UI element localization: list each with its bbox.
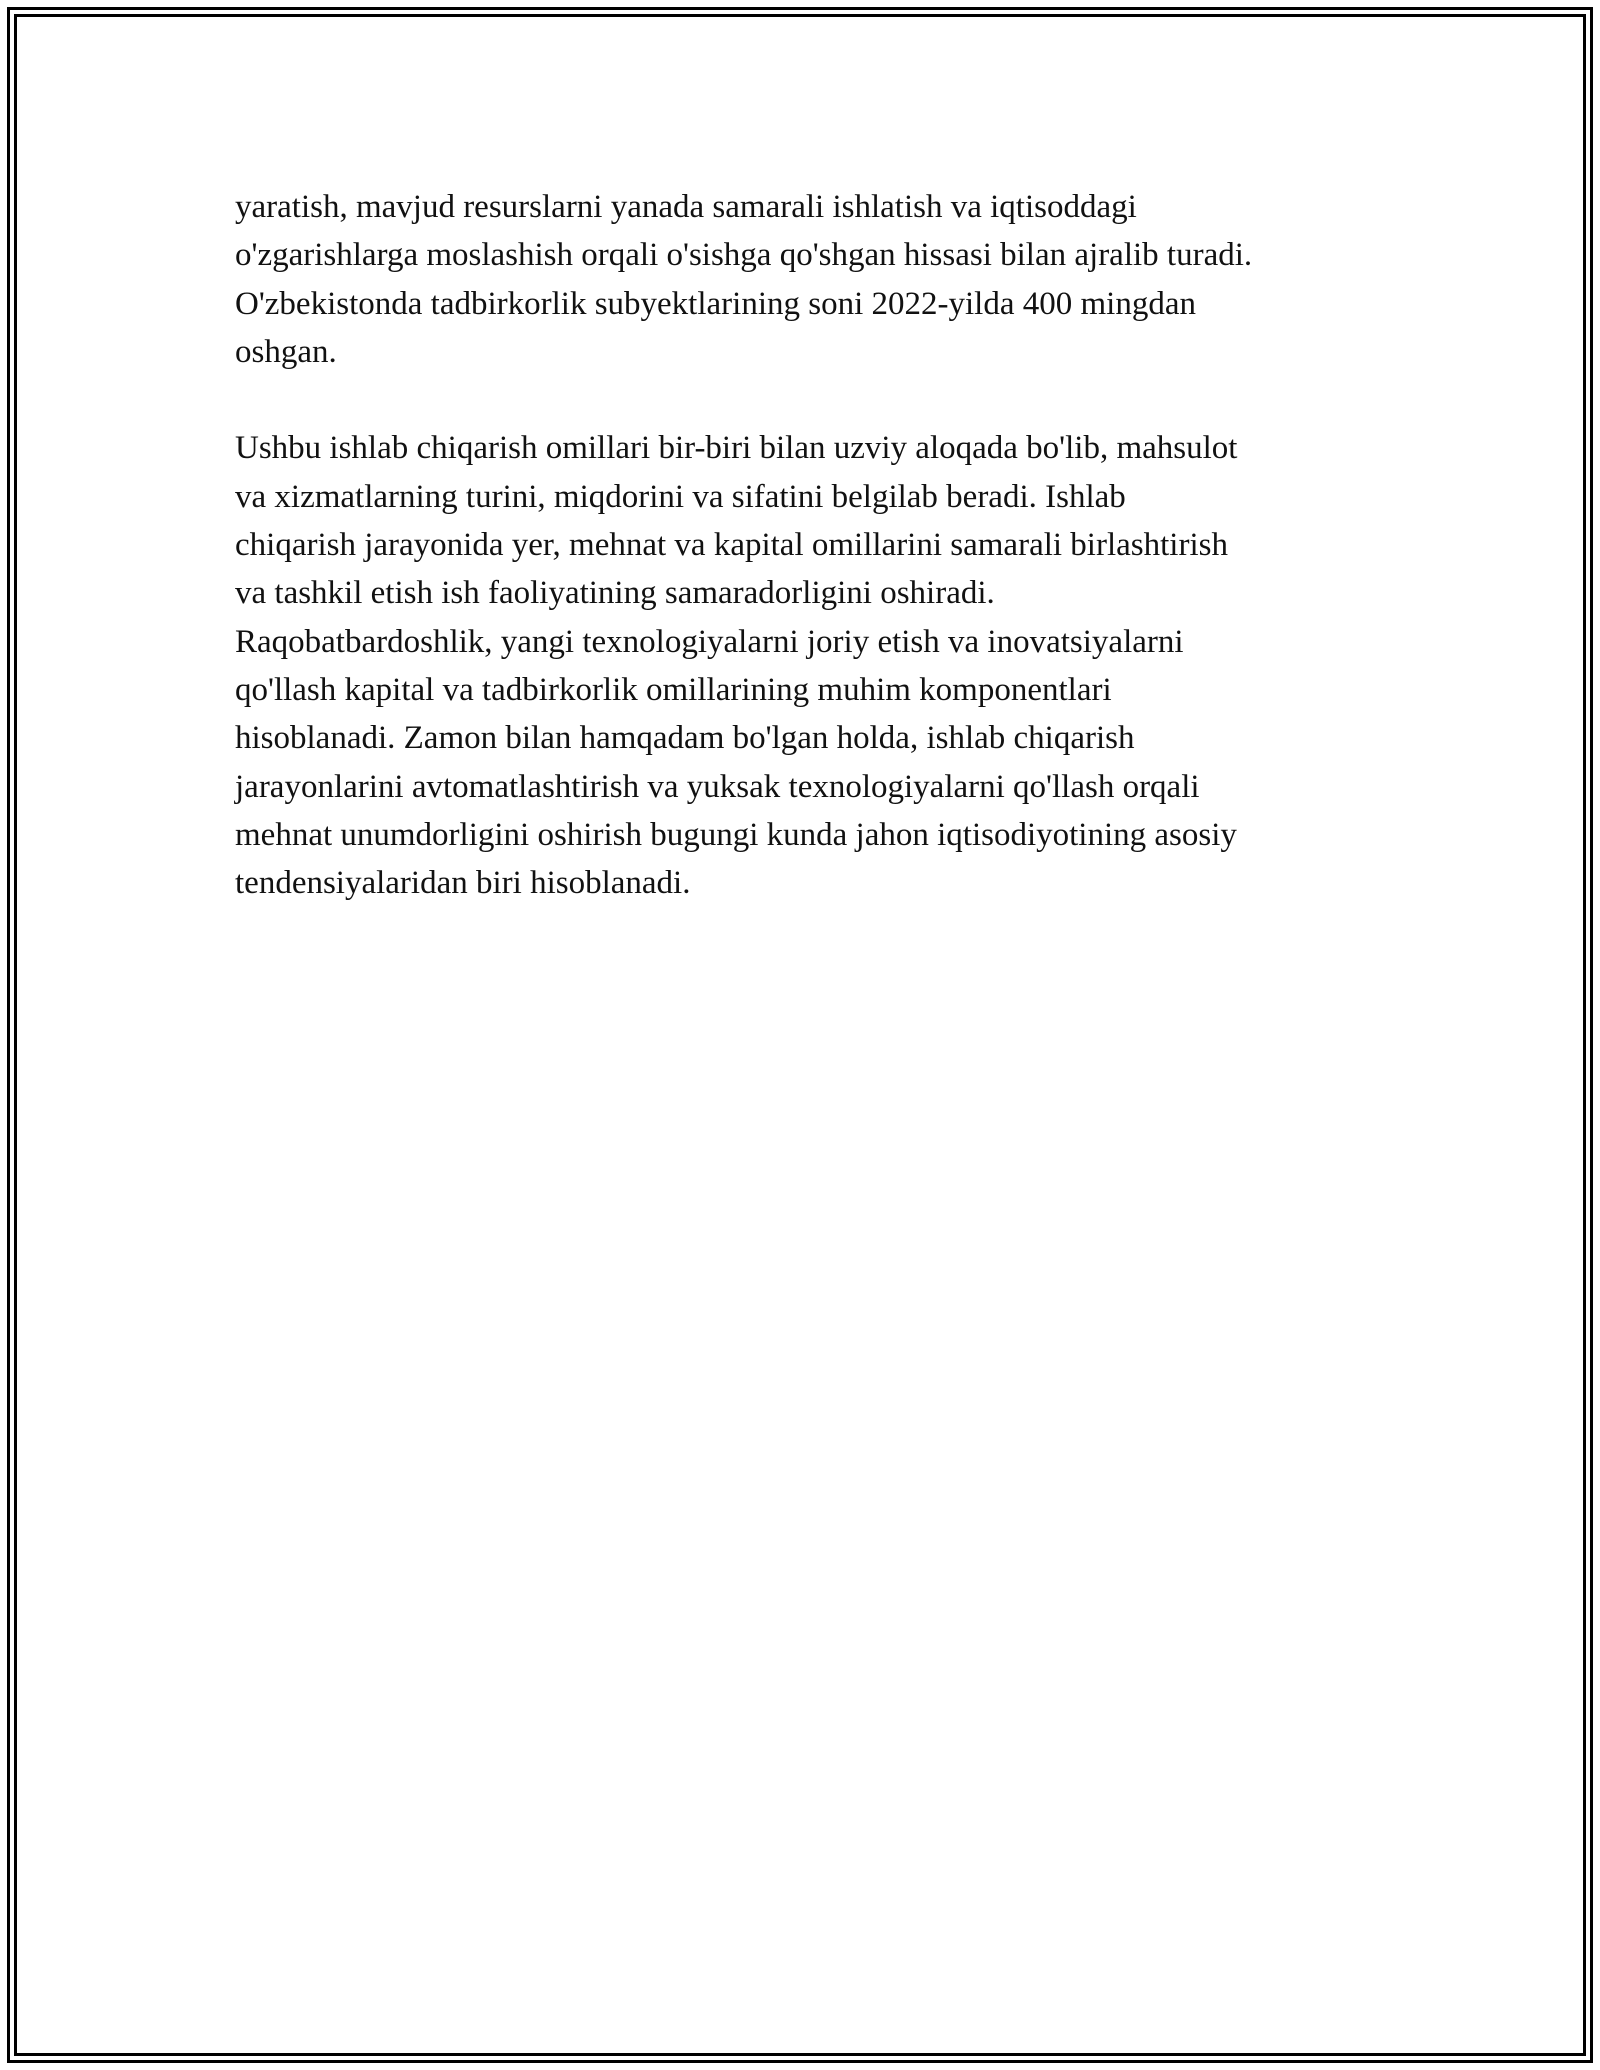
paragraph-line: O'zbekistonda tadbirkorlik subyektlarining soni 2022-yilda 400 mingdan — [235, 285, 1196, 322]
paragraph-line: tendensiyalaridan biri hisoblanadi. — [235, 865, 691, 902]
paragraph-line: mehnat unumdorligini oshirish bugungi kunda jahon iqtisodiyotining asosiy — [235, 816, 1237, 853]
paragraph-spacer — [235, 376, 1385, 424]
paragraph-line: Ushbu ishlab chiqarish omillari bir-biri bilan uzviy aloqada bo'lib, mahsulot — [235, 430, 1238, 467]
paragraph-2 — [235, 424, 1385, 907]
document-body — [235, 183, 1385, 907]
paragraph-line: chiqarish jarayonida yer, mehnat va kapital omillarini samarali birlashtirish — [235, 527, 1228, 564]
paragraph-line: va tashkil etish ish faoliyatining samaradorligini oshiradi. — [235, 575, 995, 612]
paragraph-1 — [235, 183, 1385, 376]
paragraph-line: va xizmatlarning turini, miqdorini va sifatini belgilab beradi. Ishlab — [235, 478, 1126, 515]
paragraph-line: qo'llash kapital va tadbirkorlik omillarining muhim komponentlari — [235, 671, 1112, 708]
paragraph-line: hisoblanadi. Zamon bilan hamqadam bo'lgan holda, ishlab chiqarish — [235, 720, 1135, 757]
paragraph-line: Raqobatbardoshlik, yangi texnologiyalarni joriy etish va inovatsiyalarni — [235, 623, 1184, 660]
paragraph-line: jarayonlarini avtomatlashtirish va yuksak texnologiyalarni qo'llash orqali — [235, 768, 1200, 805]
paragraph-line: o'zgarishlarga moslashish orqali o'sishga qo'shgan hissasi bilan ajralib turadi. — [235, 237, 1253, 274]
paragraph-line: oshgan. — [235, 333, 337, 370]
paragraph-line: yaratish, mavjud resurslarni yanada samarali ishlatish va iqtisoddagi — [235, 189, 1137, 225]
